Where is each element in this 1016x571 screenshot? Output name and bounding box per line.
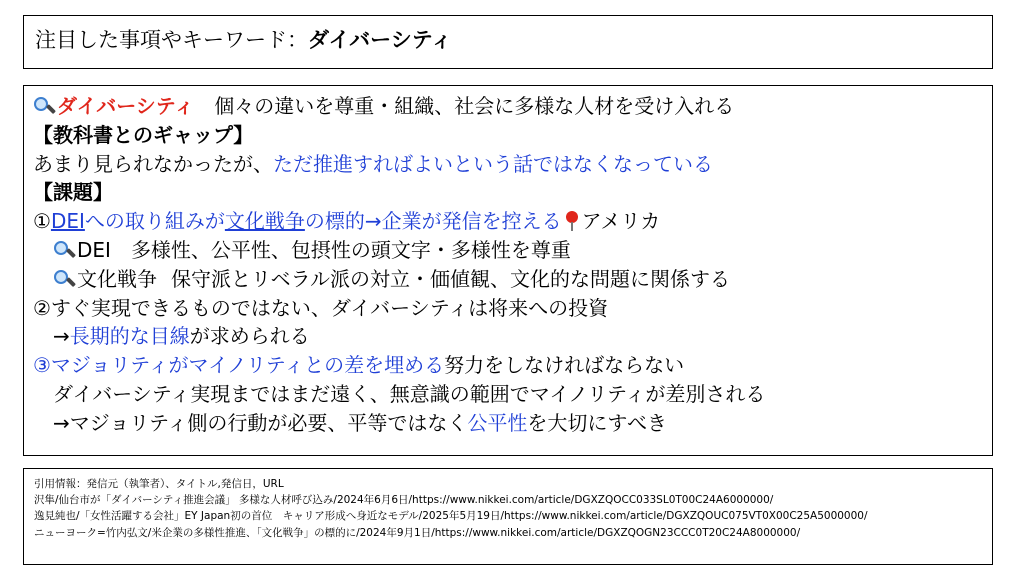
issue-3-sub-2 [33,409,765,438]
pin-icon [564,210,580,232]
magnifier-icon [53,240,73,260]
culture-war-note [33,265,765,294]
issue-1-number: ① [33,209,51,234]
citation-box [23,468,993,565]
gap-text-plain: あまり見られなかったが、 [33,151,273,176]
citation-item: 逸見純也/「女性活躍する会社」EY Japan初の首位 キャリア形成へ身近なモデル/2025年5月19日/https://www.nikkei.com/article/DGXZQOUC075VT0X00C25A5000000/ [34,510,868,523]
issue-3-sub-2-emphasis: 公平性 [467,410,528,435]
culture-note-text: 保守派とリベラル派の対立・価値観、文化的な問題に関係する [171,266,730,291]
issue-2-emphasis: 長期的な目線 [69,324,190,349]
issue-3-rest: 努力をしなければならない [444,353,685,378]
issue-2-arrow: → [53,324,70,349]
magnifier-icon [53,269,73,289]
definition-text: 個々の違いを尊重・組織、社会に多様な人材を受け入れる [214,94,735,118]
citation-item: ニューヨーク=竹内弘文/米企業の多様性推進、「文化戦争」の標的に/2024年9月1日/https://www.nikkei.com/article/DGXZQOGN23CCC0T20C24A8000000/ [34,526,801,539]
issue-3-sub-1: ダイバーシティ実現まではまだ遠く、無意識の範囲でマイノリティが差別される [53,381,766,406]
page-title [35,26,452,54]
main-content-box [23,85,993,456]
dei-note [33,236,765,265]
dei-note-term: DEI [77,237,111,262]
issue-1-text-b: の標的→企業が発信を控える [304,209,562,234]
issue-2-rest: が求められる [189,324,310,349]
citation-heading: 引用情報：発信元（執筆者）、タイトル,発信日，URL [34,478,284,490]
issue-1-place: アメリカ [581,209,661,234]
magnifier-icon [33,96,53,116]
gap-text-emphasis: ただ推進すればよいという話ではなくなっている [273,151,713,176]
issue-1-culture-war: 文化戦争 [224,209,305,234]
issue-2: ②すぐ実現できるものではない、ダイバーシティは将来への投資 [33,295,609,320]
issue-1-dei: DEI [50,209,85,234]
issue-3-emphasis: ③マジョリティがマイノリティとの差を埋める [33,353,445,378]
citation-item: 沢隼/仙台市が「ダイバーシティ推進会議」 多様な人材呼び込み/2024年6月6日/https://www.nikkei.com/article/DGXZQOCC033SL0T00C24A6000000/ [34,494,774,507]
issue-3-sub-2-text-a: →マジョリティ側の行動が必要、平等ではなく [53,410,468,435]
issue-3 [33,351,765,380]
issue-2-sub [33,322,765,351]
issue-1 [33,207,765,236]
issues-heading: 【課題】 [33,180,113,205]
gap-text [33,150,765,179]
gap-heading: 【教科書とのギャップ】 [33,122,254,147]
issue-1-text-a: への取り組みが [84,209,225,234]
header-box [23,15,993,69]
culture-note-term: 文化戦争 [77,266,157,291]
dei-note-text: 多様性、公平性、包摂性の頭文字・多様性を尊重 [130,237,571,262]
issue-3-sub-2-text-b: を大切にすべき [527,410,667,435]
title-keyword: ダイバーシティ [308,28,453,52]
definition-line [33,92,765,121]
title-prefix: 注目した事項やキーワード： [35,28,308,52]
definition-term: ダイバーシティ [57,94,195,118]
